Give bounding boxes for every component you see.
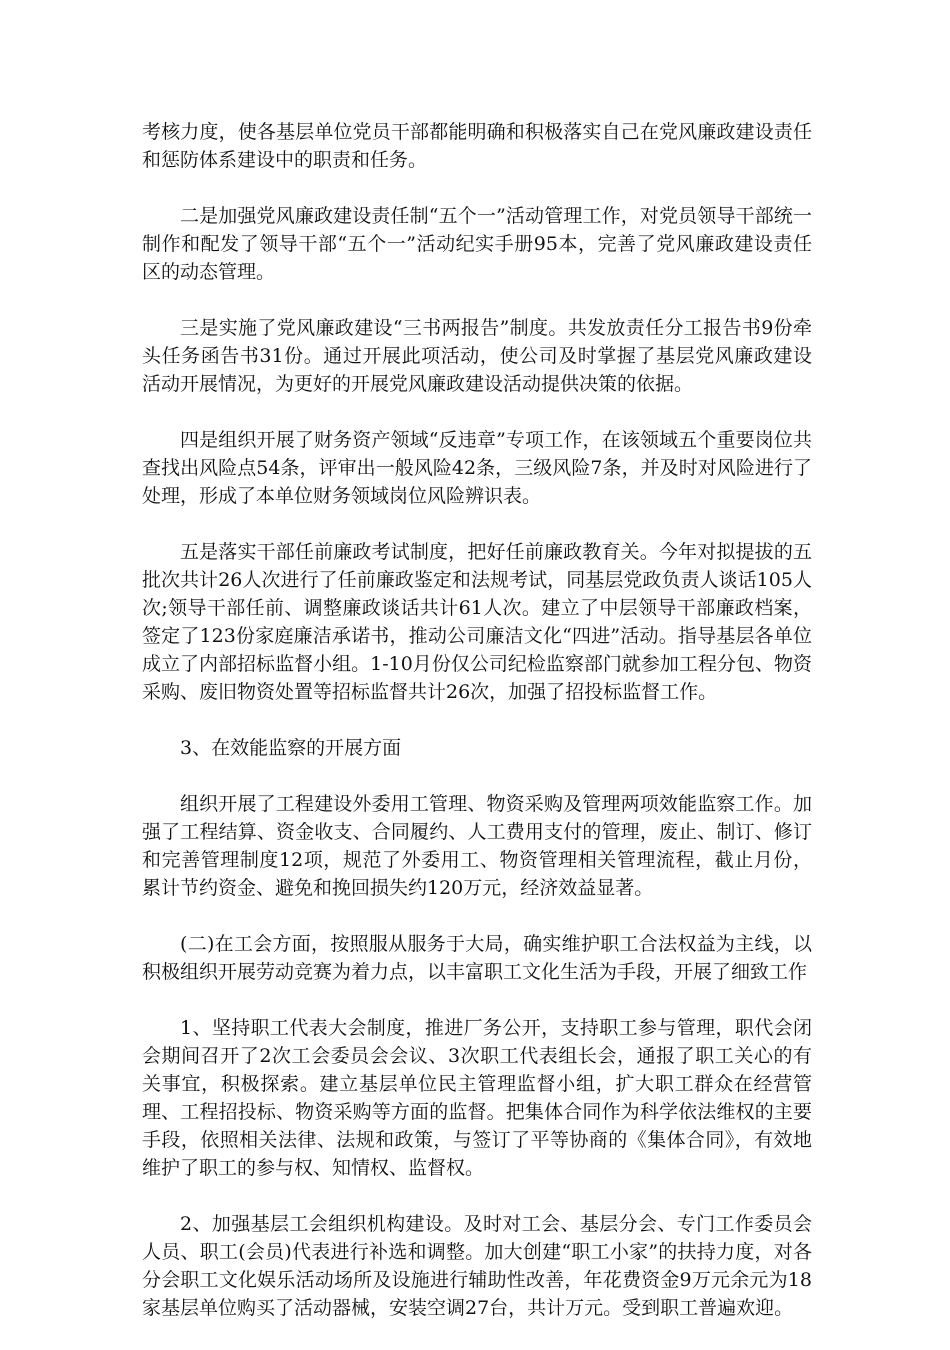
paragraph-item-five: 五是落实干部任前廉政考试制度，把好任前廉政教育关。今年对拟提拔的五批次共计26人次进行了任前廉政鉴定和法规考试，同基层党政负责人谈话105人次;领导干部任前、调整廉政谈话共计61人次。建立了中层领导干部廉政档案，签定了123份家庭廉洁承诺书，推动公司廉洁文化“四进”活动。指导基层各单位成立了内部招标监督小组。1-10月份仅公司纪检监察部门就参加工程分包、物资采购、废旧物资处置等招标监督共计26次，加强了招投标监督工作。 bbox=[142, 541, 812, 703]
section-heading-efficiency: 3、在效能监察的开展方面 bbox=[180, 737, 402, 759]
paragraph-item-two: 二是加强党风廉政建设责任制“五个一”活动管理工作，对党员领导干部统一制作和配发了领导干部“五个一”活动纪实手册95本，完善了党风廉政建设责任区的动态管理。 bbox=[142, 205, 812, 283]
paragraph-item-four: 四是组织开展了财务资产领域“反违章”专项工作，在该领域五个重要岗位共查找出风险点54条，评审出一般风险42条，三级风险7条，并及时对风险进行了处理，形成了本单位财务领域岗位风险辨识表。 bbox=[142, 429, 812, 507]
paragraph-union-item-one: 1、坚持职工代表大会制度，推进厂务公开，支持职工参与管理，职代会闭会期间召开了2次工会委员会会议、3次职工代表组长会，通报了职工关心的有关事宜，积极探索。建立基层单位民主管理监督小组，扩大职工群众在经营管理、工程招投标、物资采购等方面的监督。把集体合同作为科学依法维权的主要手段，依照相关法律、法规和政策，与签订了平等协商的《集体合同》，有效地维护了职工的参与权、知情权、监督权。 bbox=[142, 1017, 812, 1179]
paragraph-efficiency: 组织开展了工程建设外委用工管理、物资采购及管理两项效能监察工作。加强了工程结算、资金收支、合同履约、人工费用支付的管理，废止、制订、修订和完善管理制度12项，规范了外委用工、物资管理相关管理流程，截止月份，累计节约资金、避免和挽回损失约120万元，经济效益显著。 bbox=[142, 793, 812, 899]
document-body bbox=[142, 118, 812, 1350]
paragraph-continuation: 考核力度，使各基层单位党员干部都能明确和积极落实自己在党风廉政建设责任和惩防体系建设中的职责和任务。 bbox=[142, 121, 812, 171]
paragraph-union-intro: (二)在工会方面，按照服从服务于大局，确实维护职工合法权益为主线，以积极组织开展劳动竞赛为着力点，以丰富职工文化生活为手段，开展了细致工作 bbox=[142, 933, 812, 983]
paragraph-union-item-two: 2、加强基层工会组织机构建设。及时对工会、基层分会、专门工作委员会人员、职工(会员)代表进行补选和调整。加大创建“职工小家”的扶持力度，对各分会职工文化娱乐活动场所及设施进行辅助性改善，年花费资金9万元余元为18家基层单位购买了活动器械，安装空调27台，共计万元。受到职工普遍欢迎。 bbox=[142, 1213, 812, 1319]
paragraph-item-three: 三是实施了党风廉政建设“三书两报告”制度。共发放责任分工报告书9份牵头任务函告书31份。通过开展此项活动，使公司及时掌握了基层党风廉政建设活动开展情况，为更好的开展党风廉政建设活动提供决策的依据。 bbox=[142, 317, 812, 395]
